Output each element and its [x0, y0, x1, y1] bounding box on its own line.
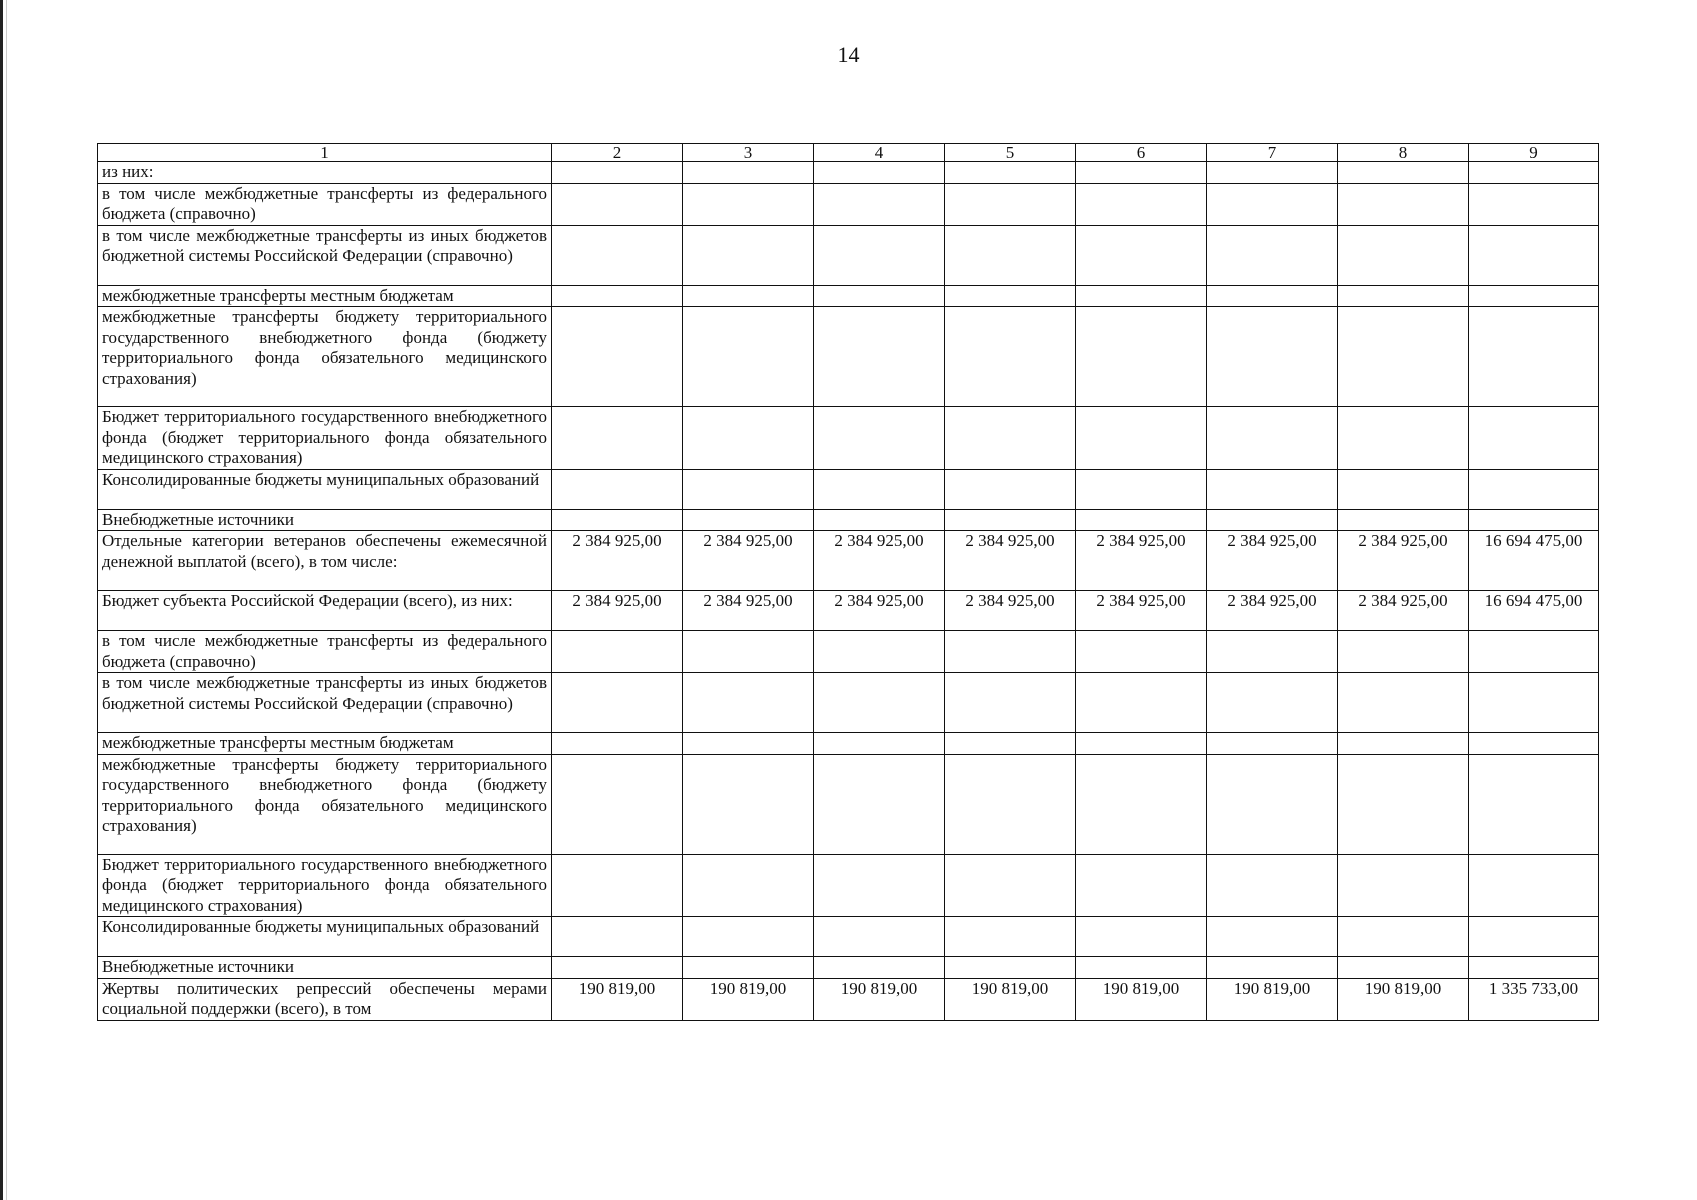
value-cell: [552, 285, 683, 307]
value-cell: [1469, 754, 1599, 854]
value-cell: [552, 733, 683, 755]
value-cell: [945, 285, 1076, 307]
value-cell: [1338, 733, 1469, 755]
row-label-cell: Отдельные категории ветеранов обеспечены ежемесячной денежной выплатой (всего), в том числе:: [98, 531, 552, 591]
value-cell: [945, 183, 1076, 225]
column-number-row: [98, 144, 1599, 162]
row-label-cell: Консолидированные бюджеты муниципальных образований: [98, 469, 552, 509]
row-label-cell: Бюджет территориального государственного внебюджетного фонда (бюджет территориального фонда обязательного медицинского страхования): [98, 407, 552, 470]
value-cell: [552, 509, 683, 531]
value-cell: 2 384 925,00: [945, 591, 1076, 631]
value-cell: [945, 733, 1076, 755]
value-cell: [1338, 183, 1469, 225]
value-cell: [1338, 631, 1469, 673]
value-cell: [814, 673, 945, 733]
value-cell: [1076, 957, 1207, 979]
value-cell: [945, 917, 1076, 957]
value-cell: [683, 631, 814, 673]
value-cell: [1076, 673, 1207, 733]
column-number-cell: 3: [683, 144, 814, 162]
value-cell: [1469, 733, 1599, 755]
value-cell: 2 384 925,00: [1207, 531, 1338, 591]
value-cell: [814, 509, 945, 531]
value-cell: [683, 469, 814, 509]
value-cell: [683, 673, 814, 733]
value-cell: 190 819,00: [945, 978, 1076, 1020]
value-cell: [1338, 957, 1469, 979]
value-cell: [1207, 957, 1338, 979]
value-cell: [683, 917, 814, 957]
value-cell: [683, 509, 814, 531]
row-label-cell: Внебюджетные источники: [98, 957, 552, 979]
value-cell: [814, 854, 945, 917]
value-cell: [1207, 509, 1338, 531]
value-cell: 2 384 925,00: [683, 591, 814, 631]
value-cell: [1207, 469, 1338, 509]
value-cell: [1207, 307, 1338, 407]
value-cell: 1 335 733,00: [1469, 978, 1599, 1020]
value-cell: [814, 407, 945, 470]
value-cell: [945, 509, 1076, 531]
value-cell: 16 694 475,00: [1469, 531, 1599, 591]
row-label-cell: Бюджет субъекта Российской Федерации (всего), из них:: [98, 591, 552, 631]
value-cell: [1469, 183, 1599, 225]
value-cell: [1469, 162, 1599, 184]
value-cell: [552, 917, 683, 957]
table-row: [98, 978, 1599, 1020]
value-cell: [683, 162, 814, 184]
row-label-cell: Бюджет территориального государственного внебюджетного фонда (бюджет территориального фонда обязательного медицинского страхования): [98, 854, 552, 917]
value-cell: [1076, 285, 1207, 307]
row-label-cell: Консолидированные бюджеты муниципальных образований: [98, 917, 552, 957]
value-cell: [814, 631, 945, 673]
table-row: [98, 673, 1599, 733]
value-cell: [814, 285, 945, 307]
table-row: [98, 733, 1599, 755]
value-cell: [552, 854, 683, 917]
value-cell: [1207, 407, 1338, 470]
row-label-cell: из них:: [98, 162, 552, 184]
value-cell: [1338, 917, 1469, 957]
value-cell: [1469, 957, 1599, 979]
value-cell: [683, 225, 814, 285]
value-cell: [814, 307, 945, 407]
row-label-cell: в том числе межбюджетные трансферты из иных бюджетов бюджетной системы Российской Федерации (справочно): [98, 225, 552, 285]
value-cell: [1338, 673, 1469, 733]
column-number-cell: 8: [1338, 144, 1469, 162]
scan-edge: [0, 0, 3, 1200]
row-label-cell: в том числе межбюджетные трансферты из федерального бюджета (справочно): [98, 183, 552, 225]
value-cell: [1207, 754, 1338, 854]
value-cell: [1469, 673, 1599, 733]
value-cell: [945, 854, 1076, 917]
value-cell: [1207, 183, 1338, 225]
table-row: [98, 591, 1599, 631]
value-cell: [1469, 509, 1599, 531]
value-cell: [683, 285, 814, 307]
value-cell: [683, 307, 814, 407]
value-cell: [683, 733, 814, 755]
table-row: [98, 509, 1599, 531]
value-cell: [1076, 469, 1207, 509]
value-cell: [552, 673, 683, 733]
value-cell: [552, 225, 683, 285]
value-cell: [1469, 225, 1599, 285]
page-number: 14: [837, 42, 860, 67]
column-number-cell: 2: [552, 144, 683, 162]
value-cell: [1076, 183, 1207, 225]
value-cell: 2 384 925,00: [1076, 591, 1207, 631]
row-label-cell: в том числе межбюджетные трансферты из федерального бюджета (справочно): [98, 631, 552, 673]
value-cell: [1469, 407, 1599, 470]
table-row: [98, 854, 1599, 917]
value-cell: [1469, 854, 1599, 917]
value-cell: [552, 307, 683, 407]
value-cell: [683, 407, 814, 470]
value-cell: 190 819,00: [683, 978, 814, 1020]
row-label-cell: Жертвы политических репрессий обеспечены мерами социальной поддержки (всего), в том: [98, 978, 552, 1020]
value-cell: 2 384 925,00: [945, 531, 1076, 591]
value-cell: [1207, 285, 1338, 307]
value-cell: [1207, 854, 1338, 917]
value-cell: [1076, 733, 1207, 755]
value-cell: [683, 957, 814, 979]
table-row: [98, 307, 1599, 407]
value-cell: 2 384 925,00: [1207, 591, 1338, 631]
value-cell: [1338, 407, 1469, 470]
value-cell: [814, 162, 945, 184]
scan-edge-faint: [6, 0, 7, 1200]
value-cell: [945, 673, 1076, 733]
row-label-cell: межбюджетные трансферты бюджету территориального государственного внебюджетного фонда (бюджету территориального фонда обязательного медицинского страхования): [98, 307, 552, 407]
value-cell: 190 819,00: [552, 978, 683, 1020]
value-cell: 2 384 925,00: [552, 591, 683, 631]
value-cell: 2 384 925,00: [814, 531, 945, 591]
value-cell: [1338, 225, 1469, 285]
value-cell: [1207, 733, 1338, 755]
table-row: [98, 917, 1599, 957]
value-cell: [814, 957, 945, 979]
value-cell: [814, 733, 945, 755]
value-cell: [945, 162, 1076, 184]
value-cell: 190 819,00: [1338, 978, 1469, 1020]
value-cell: [1076, 509, 1207, 531]
value-cell: [1076, 754, 1207, 854]
value-cell: [1076, 854, 1207, 917]
column-number-cell: 4: [814, 144, 945, 162]
value-cell: [945, 407, 1076, 470]
value-cell: [1207, 225, 1338, 285]
row-label-cell: межбюджетные трансферты местным бюджетам: [98, 285, 552, 307]
value-cell: [945, 225, 1076, 285]
value-cell: [1338, 469, 1469, 509]
value-cell: [945, 754, 1076, 854]
table-row: [98, 183, 1599, 225]
value-cell: [1469, 917, 1599, 957]
value-cell: [552, 754, 683, 854]
value-cell: [552, 469, 683, 509]
table-row: [98, 631, 1599, 673]
value-cell: [552, 957, 683, 979]
value-cell: 2 384 925,00: [552, 531, 683, 591]
value-cell: [552, 183, 683, 225]
column-number-cell: 5: [945, 144, 1076, 162]
table-row: [98, 407, 1599, 470]
column-number-cell: 6: [1076, 144, 1207, 162]
value-cell: [1076, 917, 1207, 957]
value-cell: [814, 754, 945, 854]
value-cell: [1338, 285, 1469, 307]
value-cell: [683, 854, 814, 917]
table-row: [98, 162, 1599, 184]
table-row: [98, 285, 1599, 307]
value-cell: [552, 407, 683, 470]
value-cell: 190 819,00: [1076, 978, 1207, 1020]
table-row: [98, 754, 1599, 854]
value-cell: [945, 307, 1076, 407]
column-number-cell: 9: [1469, 144, 1599, 162]
value-cell: [945, 469, 1076, 509]
value-cell: [814, 183, 945, 225]
table-row: [98, 225, 1599, 285]
table-row: [98, 957, 1599, 979]
value-cell: [1469, 631, 1599, 673]
value-cell: [945, 957, 1076, 979]
row-label-cell: в том числе межбюджетные трансферты из иных бюджетов бюджетной системы Российской Федерации (справочно): [98, 673, 552, 733]
value-cell: [1207, 631, 1338, 673]
value-cell: 190 819,00: [1207, 978, 1338, 1020]
value-cell: [1076, 162, 1207, 184]
table-row: [98, 469, 1599, 509]
value-cell: [683, 183, 814, 225]
column-number-cell: 7: [1207, 144, 1338, 162]
row-label-cell: Внебюджетные источники: [98, 509, 552, 531]
value-cell: 2 384 925,00: [683, 531, 814, 591]
table-body: [98, 144, 1599, 1021]
value-cell: 2 384 925,00: [1338, 531, 1469, 591]
value-cell: [1469, 307, 1599, 407]
value-cell: [1338, 754, 1469, 854]
value-cell: [1338, 162, 1469, 184]
row-label-cell: межбюджетные трансферты местным бюджетам: [98, 733, 552, 755]
value-cell: [1338, 509, 1469, 531]
value-cell: [1076, 225, 1207, 285]
value-cell: [1076, 307, 1207, 407]
value-cell: [814, 917, 945, 957]
value-cell: [1469, 285, 1599, 307]
value-cell: [814, 225, 945, 285]
row-label-cell: межбюджетные трансферты бюджету территориального государственного внебюджетного фонда (бюджету территориального фонда обязательного медицинского страхования): [98, 754, 552, 854]
value-cell: [683, 754, 814, 854]
value-cell: [1207, 917, 1338, 957]
value-cell: [1076, 631, 1207, 673]
column-number-cell: 1: [98, 144, 552, 162]
value-cell: [1076, 407, 1207, 470]
value-cell: [1338, 307, 1469, 407]
table-row: [98, 531, 1599, 591]
value-cell: 16 694 475,00: [1469, 591, 1599, 631]
value-cell: [814, 469, 945, 509]
value-cell: [945, 631, 1076, 673]
value-cell: [1207, 162, 1338, 184]
value-cell: [1207, 673, 1338, 733]
value-cell: 190 819,00: [814, 978, 945, 1020]
value-cell: [1338, 854, 1469, 917]
value-cell: [552, 631, 683, 673]
value-cell: 2 384 925,00: [1338, 591, 1469, 631]
budget-table: [97, 143, 1599, 1021]
value-cell: [1469, 469, 1599, 509]
value-cell: 2 384 925,00: [814, 591, 945, 631]
value-cell: [552, 162, 683, 184]
value-cell: 2 384 925,00: [1076, 531, 1207, 591]
